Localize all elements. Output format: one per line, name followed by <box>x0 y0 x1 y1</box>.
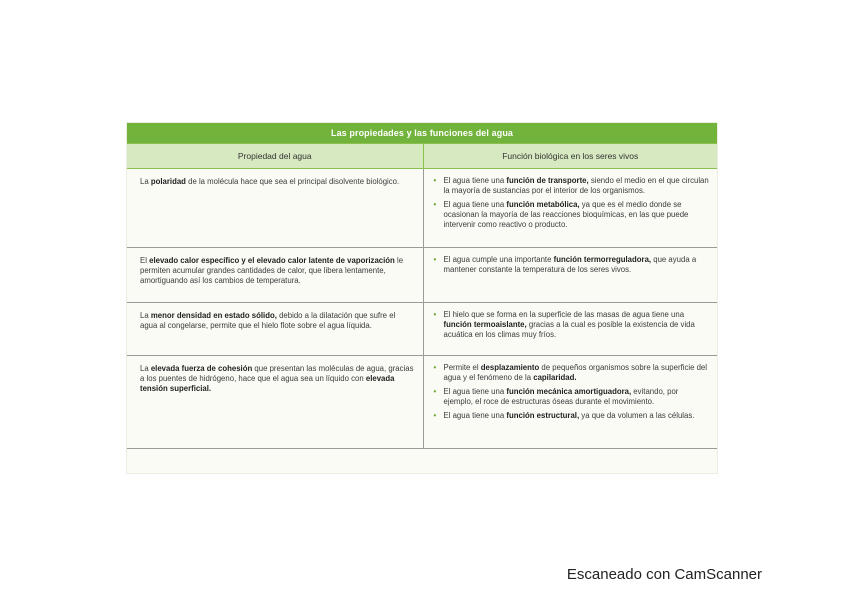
function-list <box>434 310 710 340</box>
list-item <box>434 255 710 275</box>
function-bold-text: función estructural, <box>506 411 580 420</box>
function-text: El hielo que se forma en la superficie de las masas de agua tiene una <box>443 310 685 319</box>
property-bold-text: menor densidad en estado sólido, <box>150 311 277 320</box>
property-cell <box>127 356 423 449</box>
bullet-icon: • <box>433 176 437 185</box>
table-header-row <box>127 144 717 169</box>
function-text: El agua cumple una importante <box>443 255 554 264</box>
function-cell <box>423 356 717 449</box>
bullet-icon: • <box>433 200 437 209</box>
property-bold-text: elevada tensión superficial. <box>140 374 395 393</box>
function-text: ya que es el medio donde se ocasionan la mayoría de las reacciones bioquímicas, en las que puede intervenir como reactivo o producto. <box>443 200 689 229</box>
function-bold-text: capilaridad. <box>533 373 577 382</box>
property-cell <box>127 248 423 303</box>
function-text: Permite el <box>443 363 481 372</box>
column-header-function: Función biológica en los seres vivos <box>423 144 717 169</box>
function-bold-text: función de transporte, <box>506 176 589 185</box>
table-row <box>127 169 717 248</box>
function-cell <box>423 169 717 248</box>
table-row <box>127 356 717 449</box>
property-text: La <box>140 177 151 186</box>
function-text: El agua tiene una <box>443 176 507 185</box>
bullet-icon: • <box>433 411 437 420</box>
function-text: que ayuda a mantener constante la temperatura de los seres vivos. <box>443 255 697 274</box>
property-text: le permiten acumular grandes cantidades de calor, que libera lentamente, amortiguando así los cambios de temperatura. <box>140 256 404 285</box>
property-text: La <box>140 364 151 373</box>
property-text: que presentan las moléculas de agua, gracias a los puentes de hidrógeno, hace que el agua sea un líquido con <box>140 364 414 383</box>
document-sheet <box>127 123 717 473</box>
function-bold-text: función metabólica, <box>506 200 580 209</box>
function-list <box>434 255 710 275</box>
property-text: debido a la dilatación que sufre el agua al congelarse, permite que el hielo flote sobre el agua líquida. <box>140 311 396 330</box>
function-text: El agua tiene una <box>443 387 507 396</box>
function-text: evitando, por ejemplo, el roce de estructuras óseas durante el movimiento. <box>443 387 679 406</box>
table-title: Las propiedades y las funciones del agua <box>127 123 717 144</box>
bullet-icon: • <box>433 387 437 396</box>
function-cell <box>423 248 717 303</box>
table-row <box>127 303 717 356</box>
function-cell <box>423 303 717 356</box>
function-list <box>434 176 710 230</box>
property-text: El <box>140 256 150 265</box>
function-text: El agua tiene una <box>443 411 507 420</box>
table-title-row <box>127 123 717 144</box>
function-text: ya que da volumen a las células. <box>579 411 695 420</box>
function-bold-text: función termoaislante, <box>443 320 527 329</box>
property-bold-text: elevado calor específico y el elevado calor latente de vaporización <box>149 256 395 265</box>
list-item <box>434 176 710 196</box>
bullet-icon: • <box>433 255 437 264</box>
function-bold-text: función mecánica amortiguadora, <box>506 387 632 396</box>
property-bold-text: polaridad <box>150 177 186 186</box>
list-item <box>434 411 710 421</box>
function-text: de pequeños organismos sobre la superficie del agua y el fenómeno de la <box>443 363 708 382</box>
function-text: siendo el medio en el que circulan la mayoría de sustancias por el interior de los organismos. <box>443 176 709 195</box>
function-text: El agua tiene una <box>443 200 507 209</box>
bullet-icon: • <box>433 310 437 319</box>
property-bold-text: elevada fuerza de cohesión <box>150 364 253 373</box>
list-item <box>434 363 710 383</box>
function-list <box>434 363 710 421</box>
property-text: de la molécula hace que sea el principal disolvente biológico. <box>185 177 400 186</box>
function-bold-text: función termorreguladora, <box>553 255 652 264</box>
function-text: gracias a la cual es posible la existencia de vida acuática en los climas muy fríos. <box>443 320 695 339</box>
list-item <box>434 387 710 407</box>
function-bold-text: desplazamiento <box>480 363 540 372</box>
list-item <box>434 310 710 340</box>
list-item <box>434 200 710 230</box>
camscanner-watermark: Escaneado con CamScanner <box>566 566 762 583</box>
property-cell <box>127 169 423 248</box>
property-text: La <box>140 311 151 320</box>
bullet-icon: • <box>433 363 437 372</box>
table-row <box>127 248 717 303</box>
property-cell <box>127 303 423 356</box>
column-header-property: Propiedad del agua <box>127 144 423 169</box>
water-properties-table <box>127 123 717 449</box>
